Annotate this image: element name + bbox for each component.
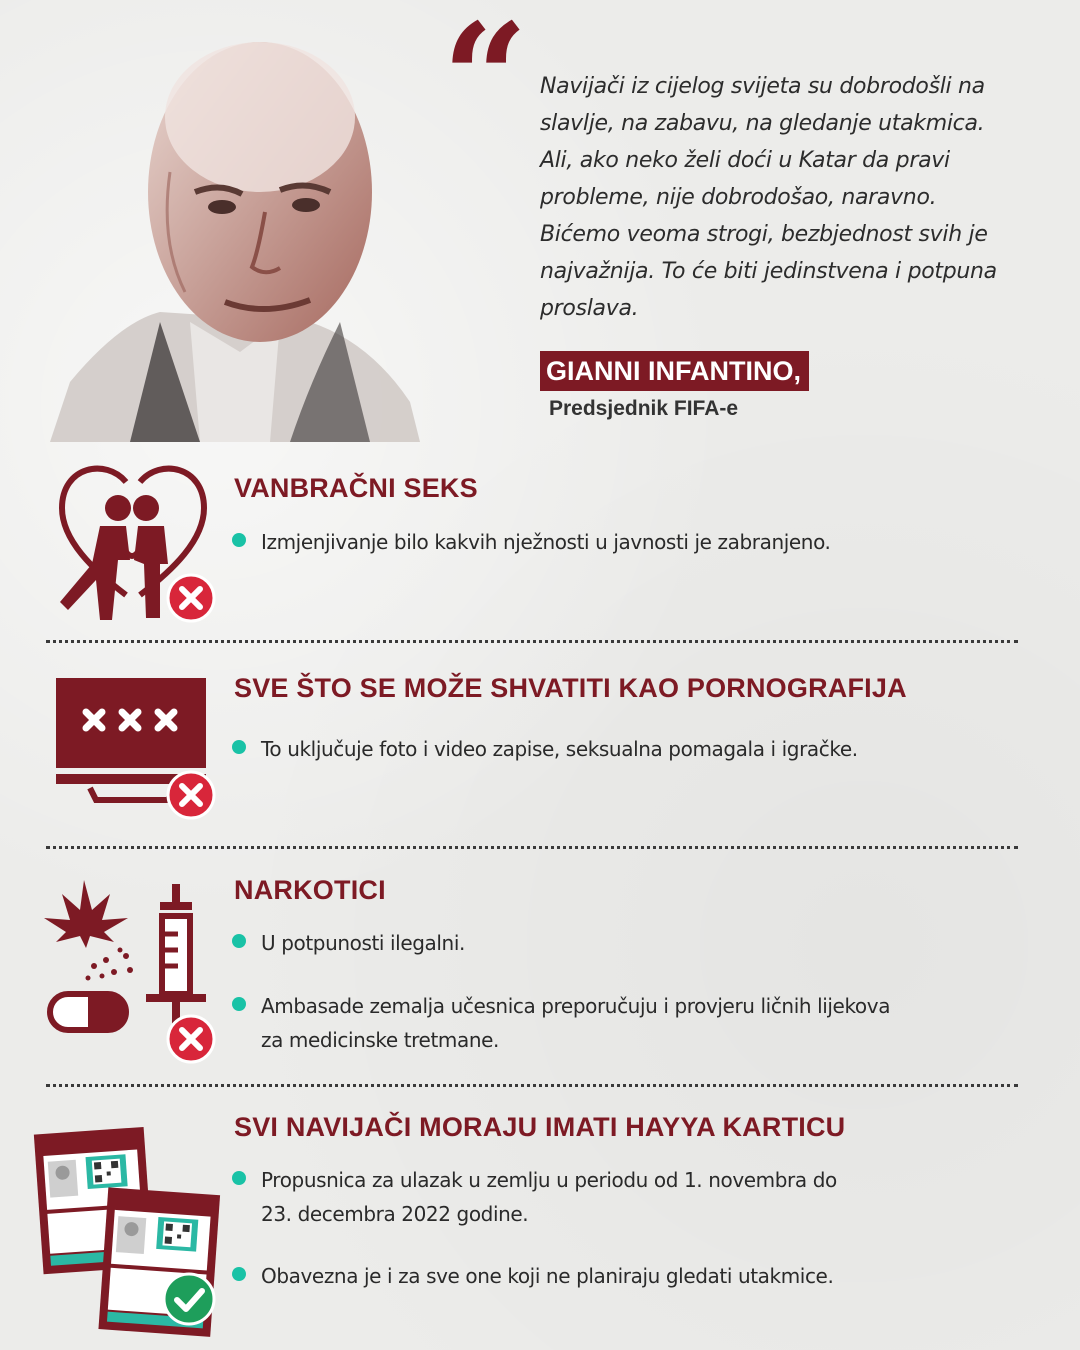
quote-line: probleme, nije dobrodošao, naravno. bbox=[540, 185, 937, 210]
bullet-text: To uključuje foto i video zapise, seksualna pomagala i igračke. bbox=[261, 737, 858, 761]
section-title: VANBRAČNI SEKS bbox=[234, 473, 478, 503]
portrait-image bbox=[10, 22, 430, 442]
divider bbox=[46, 846, 1018, 849]
bullet-text: Obavezna je i za sve one koji ne planiraju gledati utakmice. bbox=[261, 1264, 834, 1288]
author-name: GIANNI INFANTINO, bbox=[540, 351, 809, 391]
quote-text bbox=[540, 68, 1050, 327]
divider bbox=[46, 1084, 1018, 1087]
forbidden-x-icon bbox=[166, 1014, 216, 1064]
bullet-dot-icon bbox=[232, 997, 246, 1011]
bullet-dot-icon bbox=[232, 1267, 246, 1281]
quote-line: proslava. bbox=[540, 296, 639, 321]
bullet-text: U potpunosti ilegalni. bbox=[261, 931, 465, 955]
forbidden-x-icon bbox=[166, 573, 216, 623]
divider bbox=[46, 640, 1018, 643]
author-role: Predsjednik FIFA-e bbox=[549, 397, 739, 420]
bullet-text-line: Ambasade zemalja učesnica preporučuju i provjeru ličnih lijekova bbox=[261, 994, 891, 1018]
bullet-text-line: Propusnica za ulazak u zemlju u periodu od 1. novembra do bbox=[261, 1168, 837, 1192]
quote-line: slavlje, na zabavu, na gledanje utakmica. bbox=[540, 111, 985, 136]
section-pornography bbox=[0, 660, 1080, 840]
forbidden-x-icon bbox=[166, 770, 216, 820]
quote-line: Ali, ako neko želi doći u Katar da pravi bbox=[540, 148, 950, 173]
bullet-text bbox=[261, 989, 890, 1057]
section-title: SVE ŠTO SE MOŽE SHVATITI KAO PORNOGRAFIJA bbox=[234, 673, 907, 703]
list-item bbox=[232, 989, 890, 1057]
quote-line: Navijači iz cijelog svijeta su dobrodošli na bbox=[540, 74, 985, 99]
bullet-dot-icon bbox=[232, 934, 246, 948]
section-hayya-card bbox=[0, 1102, 1080, 1350]
bullet-dot-icon bbox=[232, 740, 246, 754]
section-title: NARKOTICI bbox=[234, 875, 386, 905]
quote-mark-icon: “ bbox=[442, 0, 529, 167]
list-item bbox=[232, 525, 831, 559]
bullet-dot-icon bbox=[232, 1171, 246, 1185]
bullet-dot-icon bbox=[232, 533, 246, 547]
section-title: SVI NAVIJAČI MORAJU IMATI HAYYA KARTICU bbox=[234, 1112, 846, 1142]
allowed-check-icon bbox=[162, 1272, 216, 1326]
list-item bbox=[232, 1163, 837, 1231]
quote-line: Bićemo veoma strogi, bezbjednost svih je bbox=[540, 222, 988, 247]
bullet-text-line: 23. decembra 2022 godine. bbox=[261, 1202, 529, 1226]
list-item bbox=[232, 732, 858, 766]
section-narcotics bbox=[0, 864, 1080, 1074]
list-item bbox=[232, 926, 465, 960]
bullet-text: Izmjenjivanje bilo kakvih nježnosti u javnosti je zabranjeno. bbox=[261, 530, 831, 554]
bullet-text-line: za medicinske tretmane. bbox=[261, 1028, 499, 1052]
list-item bbox=[232, 1259, 833, 1293]
bullet-text bbox=[261, 1163, 837, 1231]
section-extramarital-sex bbox=[0, 460, 1080, 640]
quote-line: najvažnija. To će biti jedinstvena i potpuna bbox=[540, 259, 997, 284]
